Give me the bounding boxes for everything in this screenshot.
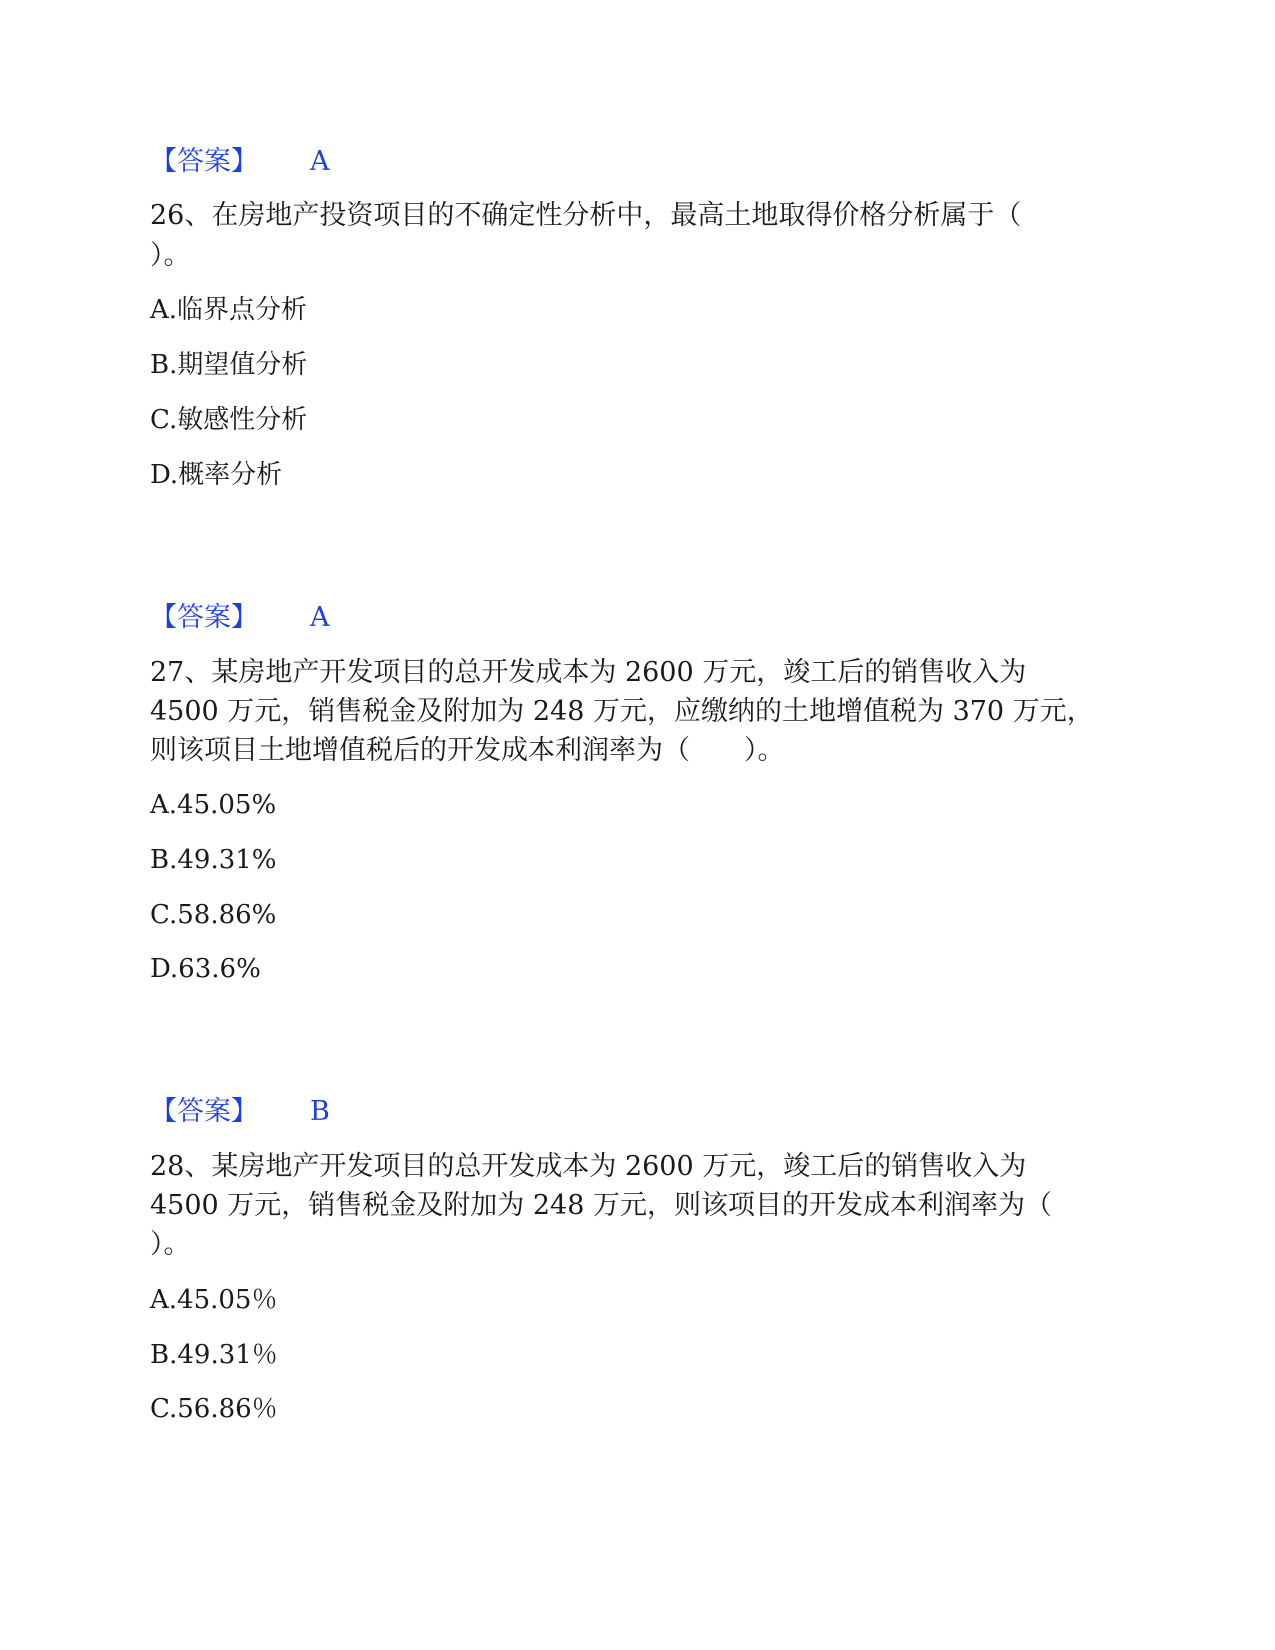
question-text-line: 27、某房地产开发项目的总开发成本为 2600 万元，竣工后的销售收入为 [150,657,1027,688]
option-item: B.期望值分析 [150,350,308,380]
question-text-line: ）。 [150,1229,191,1260]
option-item: C.56.86％ [150,1394,278,1424]
option-item: A.临界点分析 [150,295,308,325]
answer-line [150,1095,330,1129]
option-item: D.概率分析 [150,460,283,490]
question-text-line: 4500 万元，销售税金及附加为 248 万元，应缴纳的土地增值税为 370 万元， [150,696,1094,727]
option-item: A.45.05% [150,790,277,820]
question-text-line: 4500 万元，销售税金及附加为 248 万元，则该项目的开发成本利润率为（ [150,1190,1052,1221]
answer-label: 【答案】 [150,1096,258,1127]
option-item: C.敏感性分析 [150,405,308,435]
option-item: A.45.05％ [150,1285,278,1315]
answer-value: B [310,1096,330,1127]
question-text-line: 26、在房地产投资项目的不确定性分析中，最高土地取得价格分析属于（ [150,200,1022,231]
option-item: B.49.31％ [150,1340,278,1370]
option-item: B.49.31% [150,845,277,875]
answer-line [150,601,330,635]
option-item: C.58.86% [150,900,277,930]
question-text-line: 则该项目土地增值税后的开发成本利润率为（ ）。 [150,735,785,766]
answer-label: 【答案】 [150,146,258,177]
question-text-line: 28、某房地产开发项目的总开发成本为 2600 万元，竣工后的销售收入为 [150,1151,1027,1182]
answer-value: A [310,146,330,177]
answer-line [150,145,330,179]
question-text-line: ）。 [150,240,191,271]
option-item: D.63.6% [150,954,261,984]
answer-value: A [310,602,330,633]
answer-label: 【答案】 [150,602,258,633]
